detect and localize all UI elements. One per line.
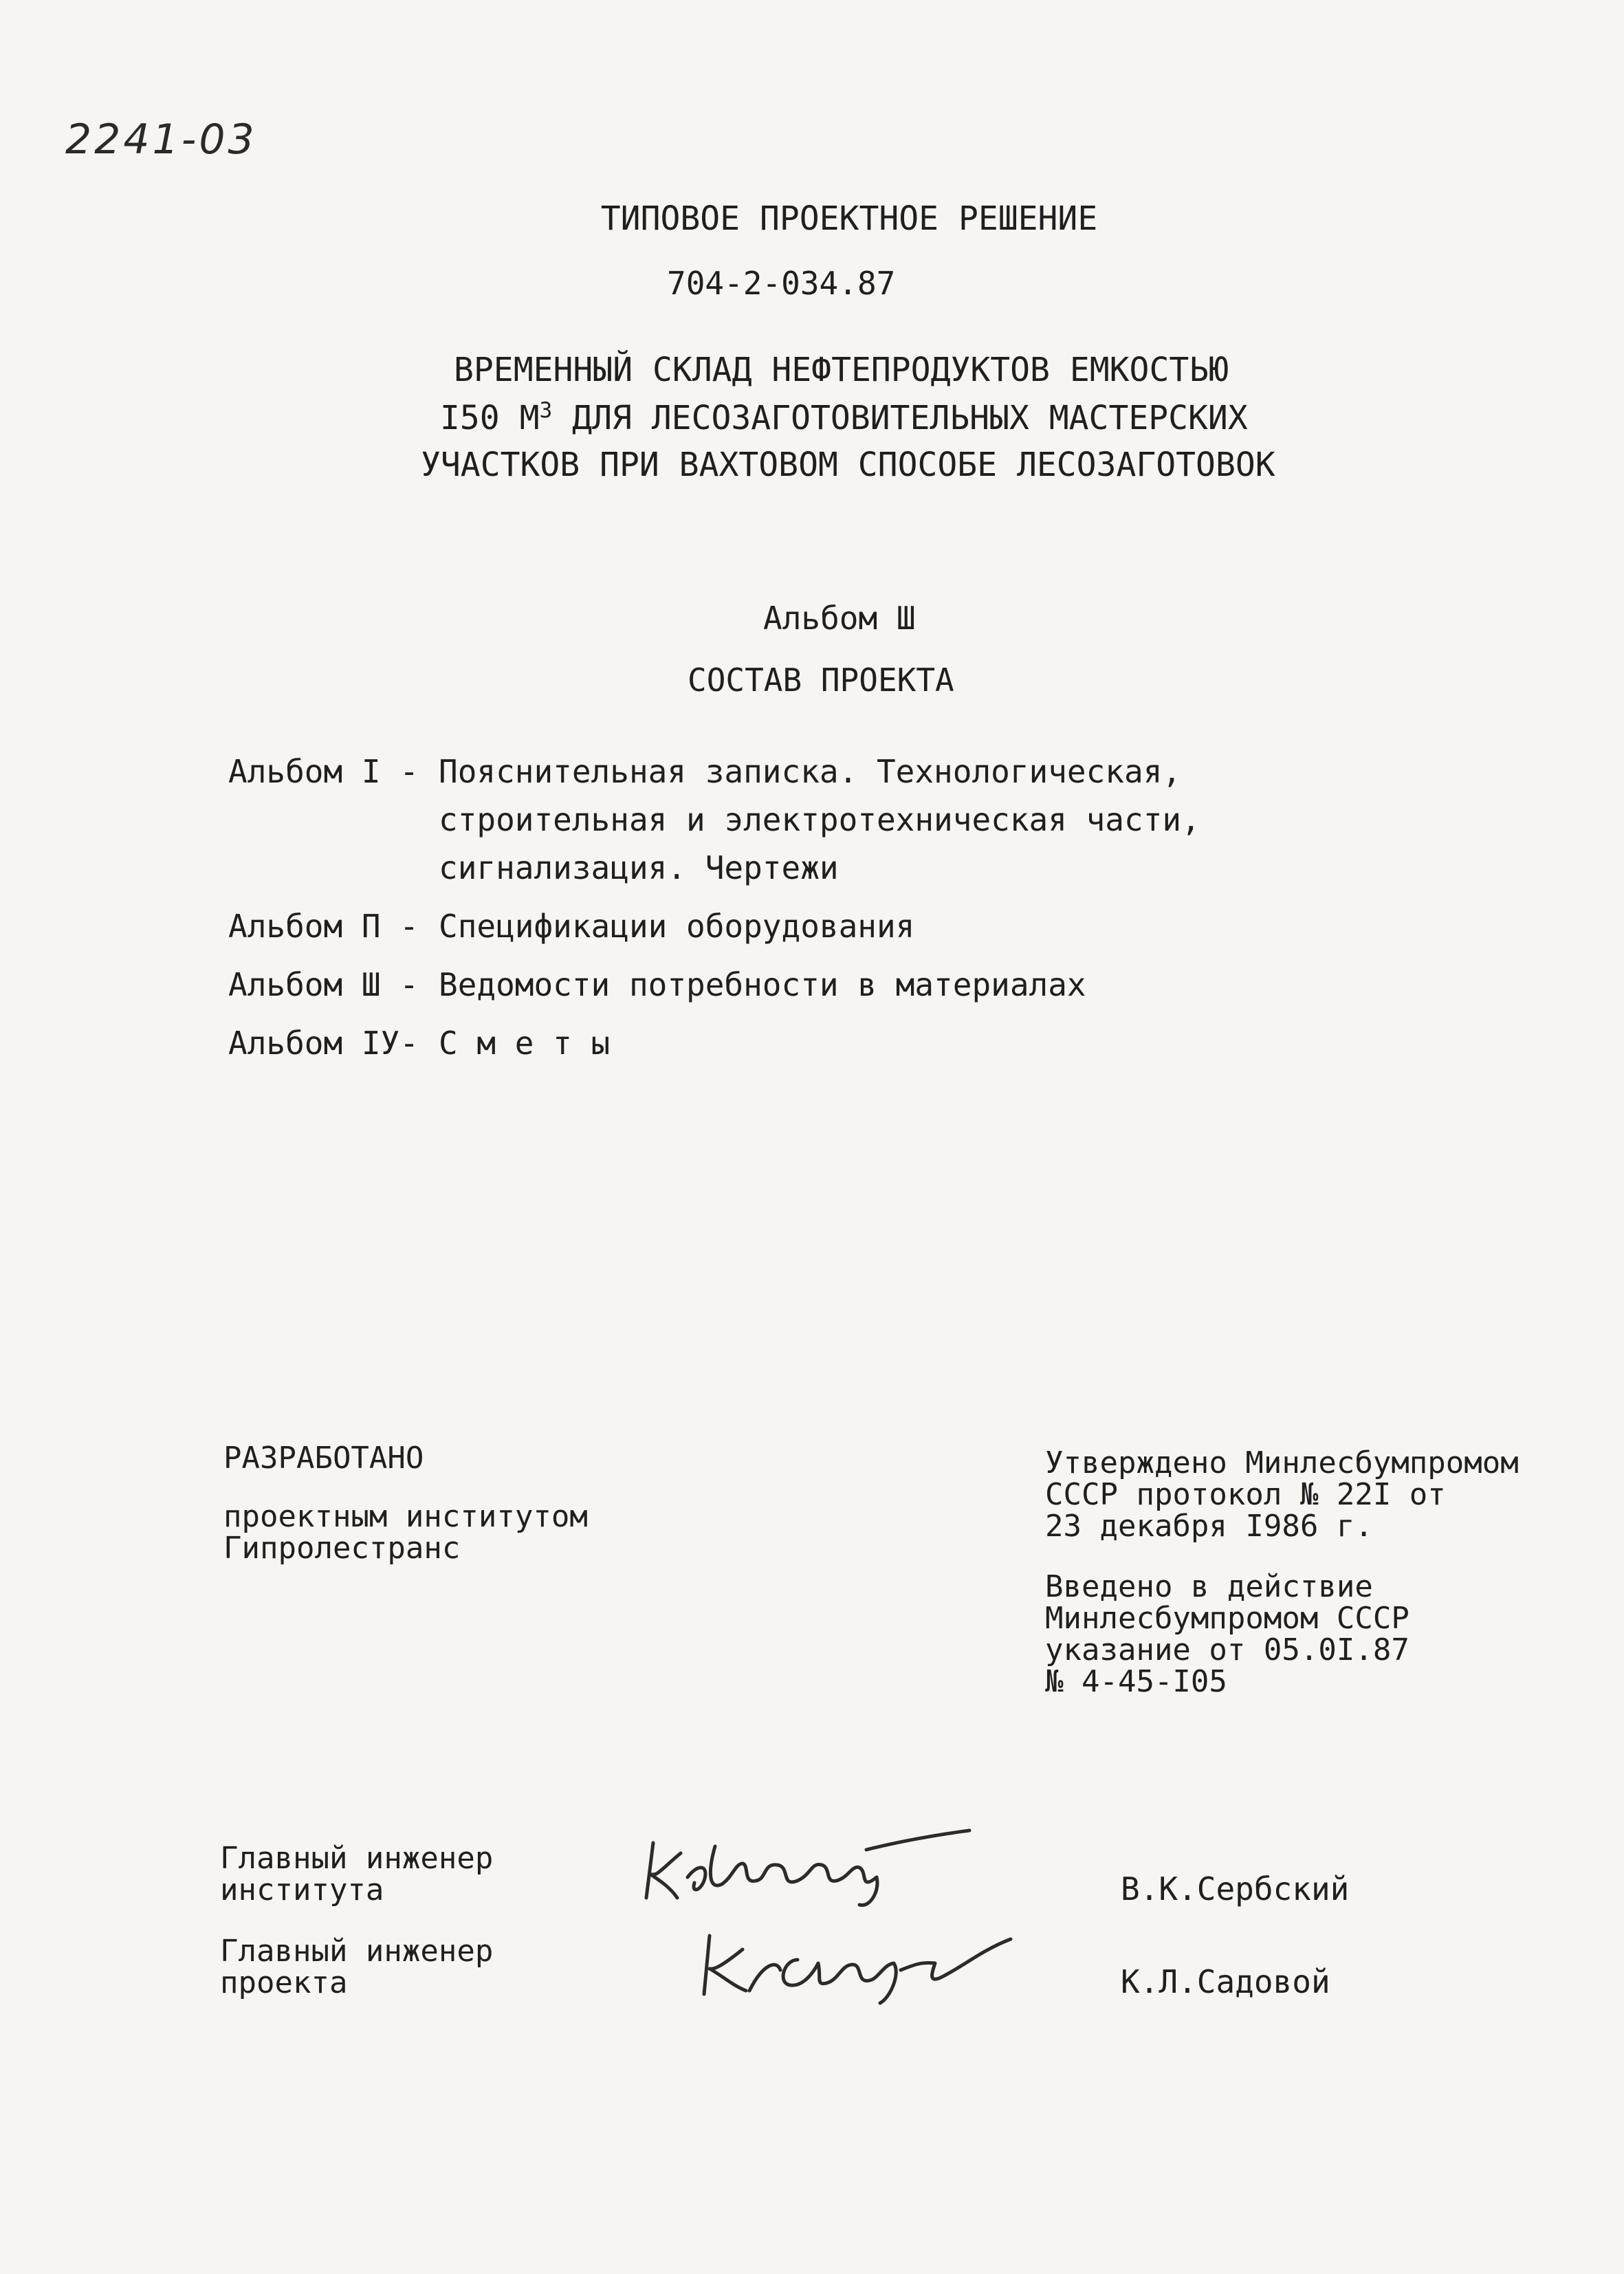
- composition-text-1-line-2: строительная и электротехническая части,: [439, 801, 1200, 838]
- signatory-1-name: В.К.Сербский: [1121, 1870, 1350, 1907]
- title-line-3: УЧАСТКОВ ПРИ ВАХТОВОМ СПОСОБЕ ЛЕСОЗАГОТОВОК: [421, 446, 1275, 484]
- album-label: Альбом Ш: [763, 600, 916, 637]
- signature-1: [639, 1822, 983, 1918]
- composition-text-2: Спецификации оборудования: [439, 908, 915, 945]
- signatory-1-role-line-2: института: [220, 1872, 384, 1907]
- composition-text-1-line-3: сигнализация. Чертежи: [439, 849, 839, 886]
- signatory-2-role-line-2: проекта: [220, 1965, 348, 2000]
- composition-text-1-line-1: Пояснительная записка. Технологическая,: [439, 753, 1182, 790]
- developed-line-1: проектным институтом: [223, 1499, 588, 1534]
- signatory-2-name: К.Л.Садовой: [1121, 1963, 1330, 2000]
- composition-text-3: Ведомости потребности в материалах: [439, 966, 1086, 1003]
- enacted-line-3: указание от 05.0I.87: [1045, 1632, 1409, 1668]
- enacted-line-2: Минлесбумпромом СССР: [1045, 1601, 1409, 1636]
- title-line-2: [440, 399, 1248, 437]
- composition-text-4: С м е т ы: [439, 1025, 611, 1062]
- composition-label-2: Альбом П -: [228, 908, 419, 945]
- title-line-2-end: ДЛЯ ЛЕСОЗАГОТОВИТЕЛЬНЫХ МАСТЕРСКИХ: [552, 399, 1248, 437]
- composition-label-4: Альбом IУ-: [228, 1025, 419, 1062]
- document-number: 2241-03: [65, 116, 257, 164]
- composition-label-3: Альбом Ш -: [228, 966, 419, 1003]
- signatory-2-role-line-1: Главный инженер: [220, 1934, 494, 1969]
- approved-line-2: СССР протокол № 22I от: [1045, 1477, 1446, 1512]
- developed-heading: РАЗРАБОТАНО: [223, 1441, 424, 1476]
- enacted-line-1: Введено в действие: [1045, 1569, 1373, 1604]
- document-type: ТИПОВОЕ ПРОЕКТНОЕ РЕШЕНИЕ: [600, 199, 1098, 238]
- cubic-superscript: 3: [539, 397, 553, 423]
- signature-2: [694, 1922, 1024, 2011]
- composition-heading: СОСТАВ ПРОЕКТА: [688, 662, 954, 699]
- approved-line-3: 23 декабря I986 г.: [1045, 1509, 1373, 1544]
- title-line-2-start: I50 М: [440, 399, 540, 437]
- project-code: 704-2-034.87: [667, 265, 896, 302]
- composition-label-1: Альбом I -: [228, 753, 419, 790]
- approved-line-1: Утверждено Минлесбумпромом: [1045, 1445, 1519, 1480]
- enacted-line-4: № 4-45-I05: [1045, 1664, 1227, 1699]
- developed-line-2: Гипролестранс: [223, 1531, 461, 1566]
- title-line-1: ВРЕМЕННЫЙ СКЛАД НЕФТЕПРОДУКТОВ ЕМКОСТЬЮ: [454, 351, 1229, 389]
- signatory-1-role-line-1: Главный инженер: [220, 1841, 494, 1876]
